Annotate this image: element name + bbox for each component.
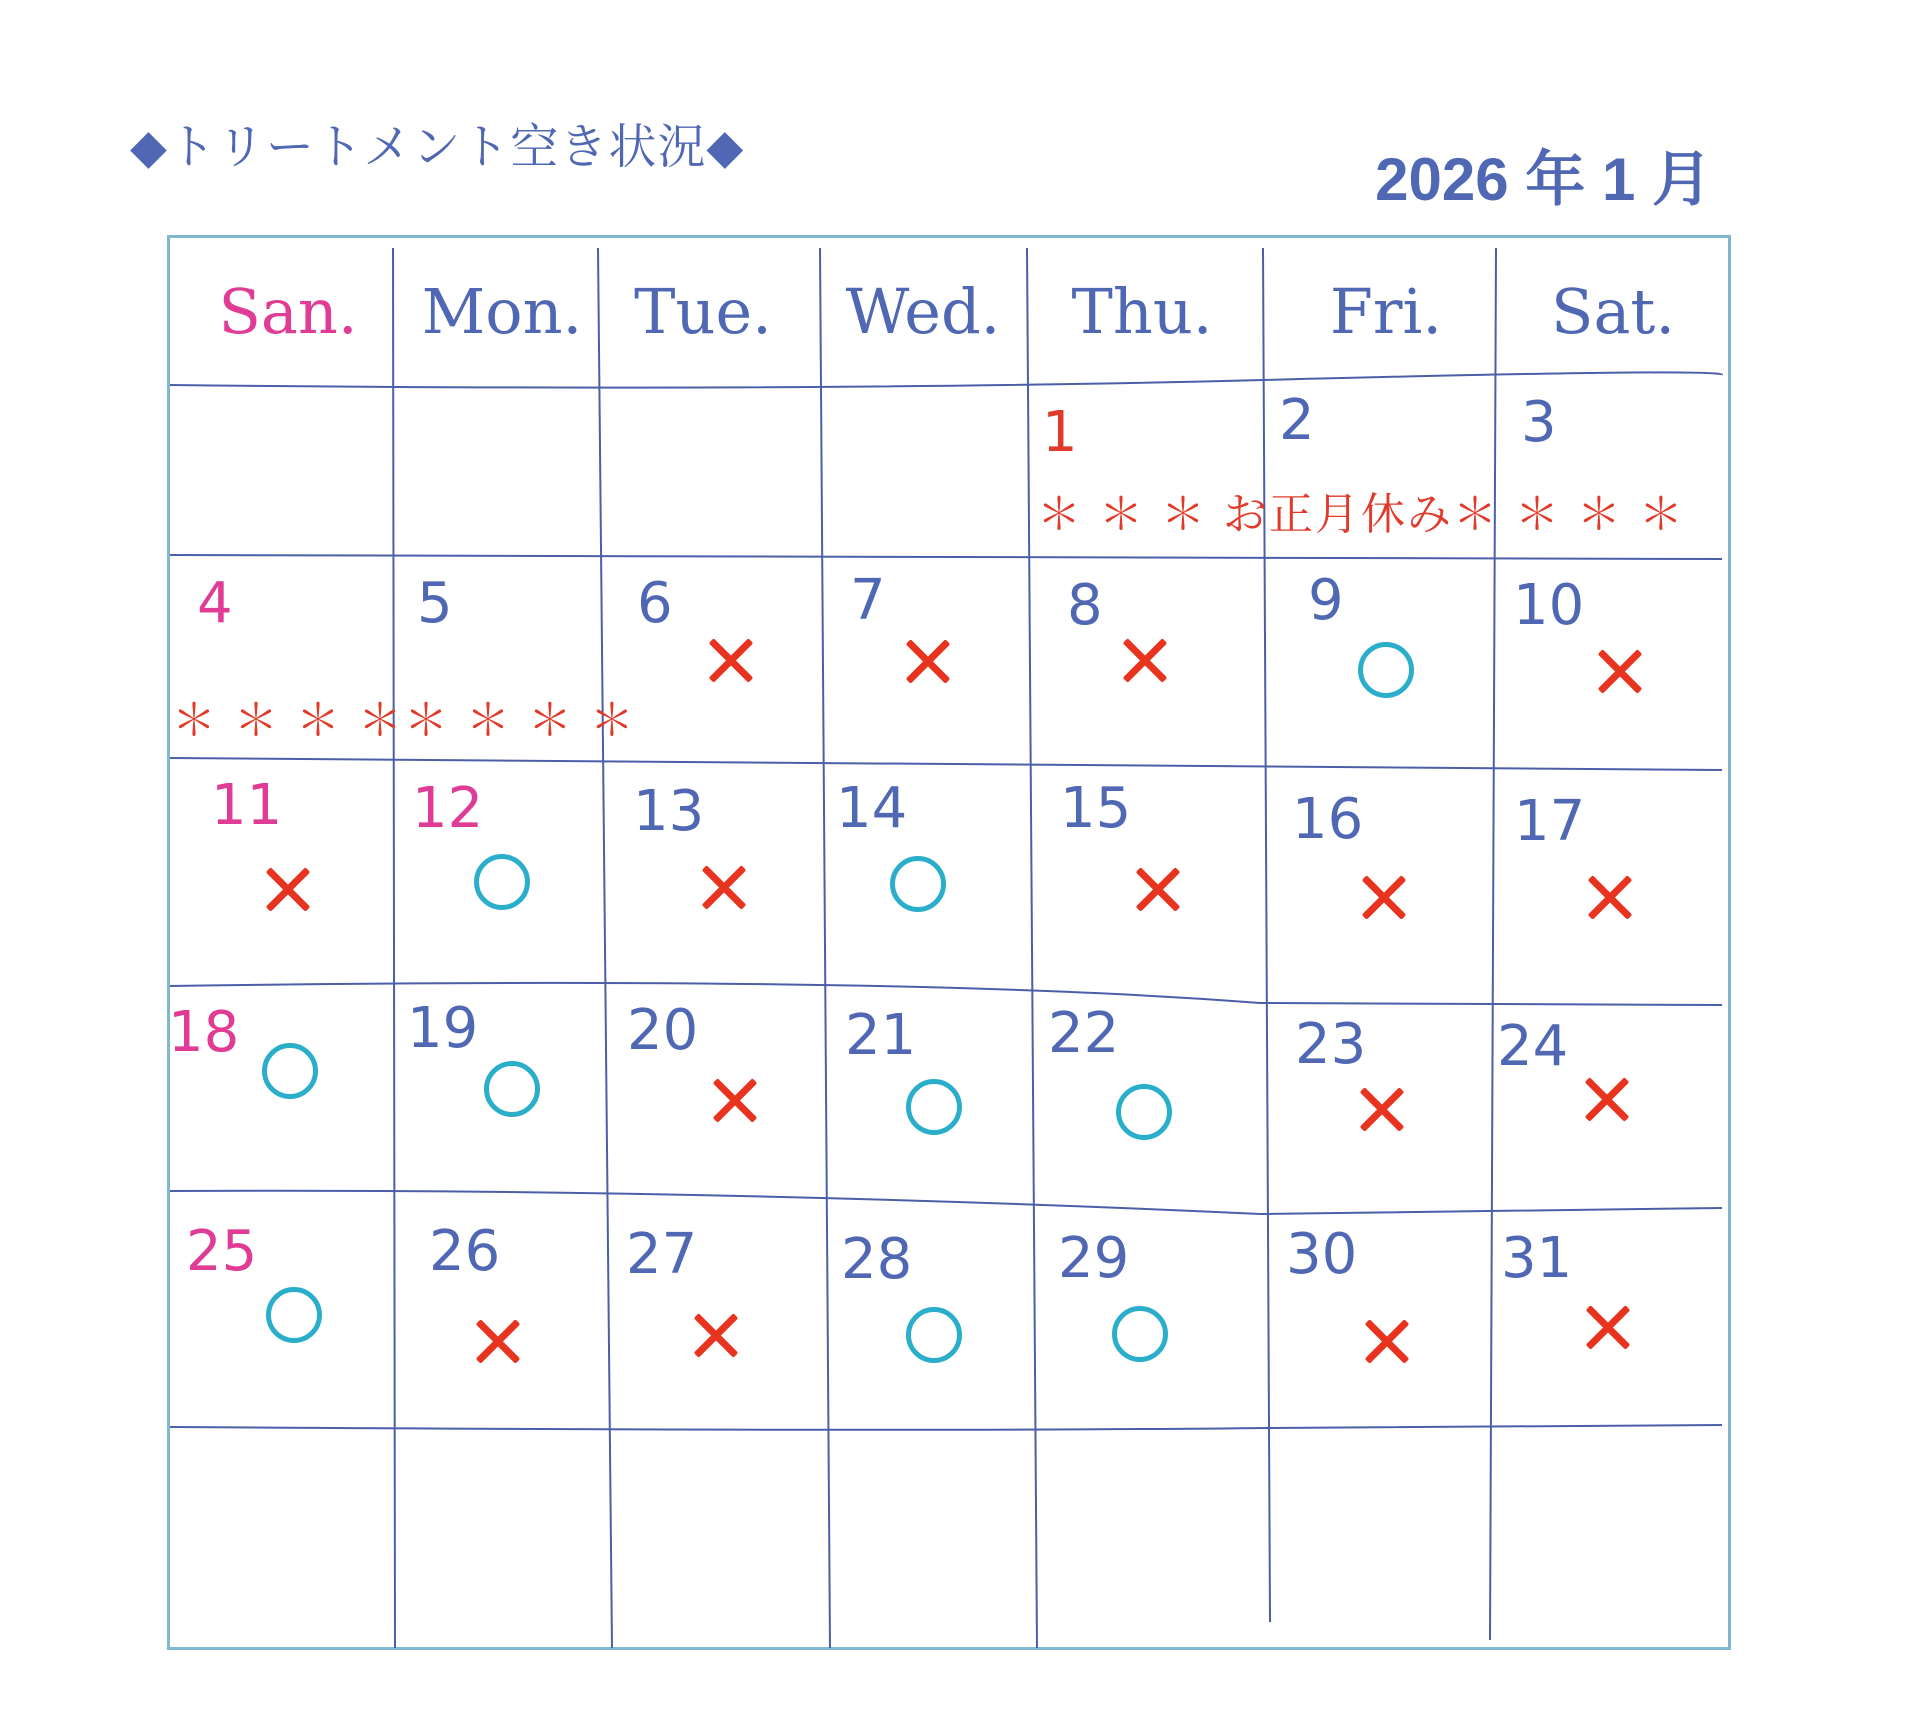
date-number: 10 bbox=[1513, 573, 1585, 638]
date-number: 12 bbox=[412, 776, 484, 841]
available-circle-icon bbox=[906, 1079, 962, 1135]
unavailable-cross-icon bbox=[904, 638, 952, 686]
grid-line bbox=[170, 1425, 1722, 1430]
date-number: 15 bbox=[1060, 776, 1132, 841]
date-number: 1 bbox=[1042, 400, 1078, 465]
available-circle-icon bbox=[1116, 1084, 1172, 1140]
date-number: 8 bbox=[1067, 573, 1103, 638]
date-number: 5 bbox=[417, 571, 453, 636]
unavailable-cross-icon bbox=[1358, 1086, 1406, 1134]
available-circle-icon bbox=[484, 1061, 540, 1117]
holiday-stars: ＊ ＊ ＊ ＊＊ ＊ ＊ ＊ bbox=[172, 695, 636, 746]
grid-line bbox=[170, 372, 1722, 387]
date-number: 26 bbox=[429, 1219, 501, 1284]
date-number: 19 bbox=[407, 996, 479, 1061]
weekday-sat: Sat. bbox=[1550, 275, 1676, 348]
date-number: 23 bbox=[1295, 1012, 1367, 1077]
available-circle-icon bbox=[1112, 1306, 1168, 1362]
date-number: 30 bbox=[1286, 1222, 1358, 1287]
page-title: ◆トリートメント空き状況◆ bbox=[130, 119, 745, 175]
date-number: 14 bbox=[836, 776, 908, 841]
grid-line bbox=[393, 248, 395, 1648]
available-circle-icon bbox=[906, 1307, 962, 1363]
date-number: 22 bbox=[1048, 1001, 1120, 1066]
date-number: 18 bbox=[168, 1000, 240, 1065]
unavailable-cross-icon bbox=[711, 1077, 759, 1125]
date-number: 25 bbox=[186, 1219, 258, 1284]
unavailable-cross-icon bbox=[700, 864, 748, 912]
unavailable-cross-icon bbox=[707, 637, 755, 685]
available-circle-icon bbox=[266, 1287, 322, 1343]
unavailable-cross-icon bbox=[1134, 866, 1182, 914]
grid-line bbox=[170, 555, 1722, 559]
date-number: 28 bbox=[841, 1227, 913, 1292]
holiday-note: ＊ ＊ ＊ お正月休み＊ ＊ ＊ ＊ bbox=[1037, 489, 1685, 540]
unavailable-cross-icon bbox=[1596, 648, 1644, 696]
date-number: 11 bbox=[211, 773, 283, 838]
grid-line bbox=[598, 248, 612, 1648]
unavailable-cross-icon bbox=[474, 1318, 522, 1366]
available-circle-icon bbox=[890, 856, 946, 912]
weekday-wed: Wed. bbox=[845, 275, 1001, 348]
grid-line bbox=[1263, 248, 1270, 1622]
weekday-mon: Mon. bbox=[421, 275, 583, 348]
weekday-thu: Thu. bbox=[1071, 275, 1213, 348]
date-number: 24 bbox=[1497, 1014, 1569, 1079]
unavailable-cross-icon bbox=[1583, 1076, 1631, 1124]
grid-line bbox=[170, 758, 1722, 770]
available-circle-icon bbox=[474, 854, 530, 910]
available-circle-icon bbox=[262, 1043, 318, 1099]
weekday-fri: Fri. bbox=[1329, 275, 1443, 348]
grid-line bbox=[820, 248, 830, 1648]
date-number: 20 bbox=[627, 998, 699, 1063]
date-number: 2 bbox=[1279, 388, 1315, 453]
date-number: 3 bbox=[1521, 390, 1557, 455]
date-number: 7 bbox=[850, 568, 886, 633]
date-number: 6 bbox=[637, 571, 673, 636]
date-number: 31 bbox=[1501, 1226, 1573, 1291]
month-label: 2026 年 1 月 bbox=[1375, 146, 1712, 213]
date-number: 29 bbox=[1058, 1226, 1130, 1291]
unavailable-cross-icon bbox=[1586, 874, 1634, 922]
unavailable-cross-icon bbox=[1121, 637, 1169, 685]
grid-line bbox=[1490, 248, 1496, 1640]
unavailable-cross-icon bbox=[1360, 874, 1408, 922]
weekday-tue: Tue. bbox=[634, 275, 772, 348]
grid-line bbox=[170, 1191, 1722, 1214]
unavailable-cross-icon bbox=[692, 1312, 740, 1360]
unavailable-cross-icon bbox=[1363, 1318, 1411, 1366]
unavailable-cross-icon bbox=[264, 866, 312, 914]
grid-line bbox=[170, 983, 1722, 1005]
date-number: 4 bbox=[197, 571, 233, 636]
date-number: 17 bbox=[1514, 789, 1586, 854]
grid-line bbox=[1027, 248, 1037, 1648]
available-circle-icon bbox=[1358, 642, 1414, 698]
date-number: 9 bbox=[1308, 568, 1344, 633]
date-number: 27 bbox=[626, 1222, 698, 1287]
date-number: 16 bbox=[1292, 787, 1364, 852]
date-number: 21 bbox=[845, 1003, 917, 1068]
date-number: 13 bbox=[633, 779, 705, 844]
weekday-sun: San. bbox=[218, 275, 358, 348]
unavailable-cross-icon bbox=[1584, 1304, 1632, 1352]
